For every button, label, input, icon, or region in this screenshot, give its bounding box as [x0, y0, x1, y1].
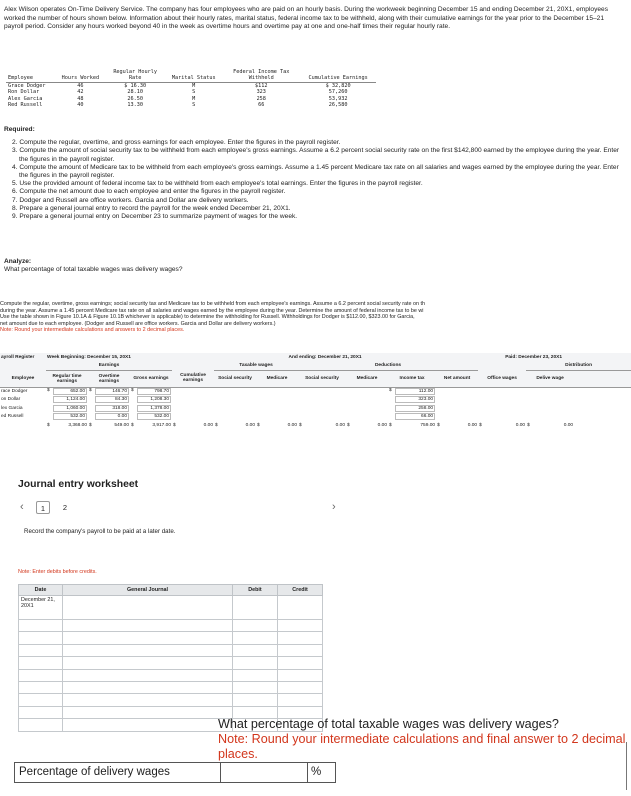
currency-symbol: $	[479, 422, 482, 428]
journal-date-cell	[19, 681, 63, 693]
analyze-label: Analyze:	[4, 258, 32, 265]
currency-symbol: $	[527, 422, 530, 428]
journal-debit-input[interactable]	[233, 669, 278, 681]
total-cell	[214, 421, 256, 430]
journal-account-input[interactable]	[63, 657, 233, 669]
register-value: ed Russell	[1, 414, 24, 420]
register-cell	[88, 413, 130, 422]
required-item: 4. Compute the amount of Medicare tax to be withheld from each employee's gross earnings. Assume a 1.45 percent Medicare tax rate on all salaries and wages earned by the employee during the year. Enter the figures in the payroll register.	[12, 163, 619, 180]
table-cell: Grace Dodger	[8, 82, 46, 89]
journal-pager	[18, 498, 342, 520]
journal-date-cell	[19, 719, 63, 731]
col-regular: Regular time earnings	[46, 370, 88, 387]
journal-credit-input[interactable]	[278, 669, 323, 681]
register-cell	[346, 413, 388, 422]
journal-credit-input[interactable]	[278, 681, 323, 693]
journal-credit-input[interactable]	[278, 596, 323, 620]
journal-row	[19, 596, 323, 620]
total-cell	[388, 421, 436, 430]
register-cell	[298, 413, 346, 422]
percentage-input[interactable]	[220, 762, 308, 783]
col-medicare: Medicare	[256, 370, 298, 387]
table-row	[6, 82, 376, 89]
col-ss: Social security	[214, 370, 256, 387]
col-delivery: Delive wage	[526, 370, 574, 387]
register-cell	[46, 413, 88, 422]
journal-row	[19, 644, 323, 656]
required-item: 3. Compute the amount of social security tax to be withheld from each employee's gross earnings. Assume a 6.2 percent social security rate on the first $142,800 earned by the employee during the year. Enter the figures in the payroll register.	[12, 147, 620, 163]
register-input[interactable]: 318.00	[95, 405, 129, 412]
register-cell	[46, 396, 88, 405]
table-cell: Ron Dollar	[8, 89, 40, 96]
currency-symbol: $	[389, 422, 392, 428]
col-income-tax: Income tax	[388, 370, 436, 387]
total-cell	[256, 421, 298, 430]
register-value: 0.00	[245, 422, 256, 428]
group-earnings: Earnings	[46, 362, 172, 371]
register-value: 0.00	[515, 422, 526, 428]
table-cell: 323	[256, 89, 266, 96]
journal-debit-input[interactable]	[233, 620, 278, 632]
register-value: 3,917.00	[152, 422, 171, 428]
journal-row	[19, 681, 323, 693]
table-cell: 13.30	[127, 102, 143, 109]
register-cell	[298, 404, 346, 413]
paid-date: Paid: December 23, 20X1	[436, 353, 631, 362]
register-row	[0, 413, 631, 422]
register-cell	[130, 413, 172, 422]
journal-credit-input[interactable]	[278, 694, 323, 706]
register-cell	[478, 413, 526, 422]
group-deductions: Deductions	[298, 362, 478, 371]
register-cell	[256, 404, 298, 413]
chevron-left-icon[interactable]: ‹	[20, 501, 24, 513]
instruction-line: net amount due to each employee. (Dodger and Russell are office workers. Garcia and Dollar are delivery workers.)	[0, 320, 276, 327]
register-cell	[172, 413, 214, 422]
table-cell: 66	[258, 102, 265, 109]
register-cell	[574, 387, 631, 396]
journal-row	[19, 694, 323, 706]
table-row	[6, 102, 376, 108]
currency-symbol: $	[173, 422, 176, 428]
register-cell	[256, 413, 298, 422]
register-cell	[388, 387, 436, 396]
register-value: 0.00	[467, 422, 478, 428]
required-label: Required:	[4, 126, 35, 133]
payroll-register	[0, 353, 631, 430]
gj-debit-header: Debit	[233, 585, 278, 596]
total-cell	[130, 421, 172, 430]
journal-credit-input[interactable]	[278, 632, 323, 644]
problem-intro: Alex Wilson operates On-Time Delivery Service. The company has four employees who are paid on an hourly basis. During the workweek beginning December 15 and ending December 21, 20X1, employees worked the number of hours shown below. Information about their hourly rates, marital status, federal income tax to be withheld, along with their cumulative earnings for the year prior to the December 15–21 payroll period. Consider any hours worked beyond 40 in the week as overtime hours and overtime pay at one and one-half times their regular hourly rate.	[4, 6, 609, 31]
journal-date-cell	[19, 694, 63, 706]
analyze-section	[4, 258, 183, 274]
table-cell: 48	[77, 95, 84, 102]
register-value: 0.00	[287, 422, 298, 428]
total-cell	[88, 421, 130, 430]
register-input[interactable]: 1,378.00	[137, 405, 171, 412]
journal-row	[19, 657, 323, 669]
journal-credit-input[interactable]	[278, 657, 323, 669]
register-value: 0.00	[377, 422, 388, 428]
register-input[interactable]: 84.30	[95, 396, 129, 403]
journal-date-cell	[19, 669, 63, 681]
register-row	[0, 387, 631, 396]
journal-account-input[interactable]	[63, 632, 233, 644]
total-cell	[298, 421, 346, 430]
instruction-note: Note: Round your intermediate calculations and answers to 2 decimal places.	[0, 327, 185, 334]
journal-title: Journal entry worksheet	[18, 479, 139, 490]
gj-date-header: Date	[19, 585, 63, 596]
table-cell: 28.10	[127, 89, 143, 96]
register-cell	[436, 404, 478, 413]
register-value: 549.00	[114, 422, 129, 428]
journal-instruction: Record the company's payroll to be paid at a later date.	[24, 528, 176, 535]
journal-credit-input[interactable]	[278, 620, 323, 632]
register-value: 3,368.00	[68, 422, 87, 428]
table-cell: 46	[77, 82, 84, 89]
journal-account-input[interactable]	[63, 694, 233, 706]
journal-account-input[interactable]	[63, 681, 233, 693]
col-office: Office wages	[478, 370, 526, 387]
table-cell: $ 16.30	[124, 82, 147, 89]
journal-account-input[interactable]	[63, 620, 233, 632]
currency-symbol: $	[47, 422, 50, 428]
required-list	[4, 139, 624, 221]
currency-symbol: $	[215, 422, 218, 428]
register-cell	[88, 404, 130, 413]
register-cell	[346, 387, 388, 396]
instruction-line: Compute the regular, overtime, gross earnings; social security tax and Medicare tax to be withheld from each employee's earnings. Assume a 6.2 percent social security rate on th	[0, 301, 426, 307]
journal-debit-input[interactable]	[233, 681, 278, 693]
register-cell	[88, 396, 130, 405]
table-cell: 26,580	[328, 102, 348, 109]
journal-row	[19, 620, 323, 632]
register-input[interactable]: 798.70	[137, 388, 171, 395]
journal-debit-input[interactable]	[233, 596, 278, 620]
total-cell	[478, 421, 526, 430]
table-cell: S	[192, 102, 196, 109]
week-ending: And ending: December 21, 20X1	[214, 353, 436, 362]
register-cell	[172, 387, 214, 396]
chevron-right-icon[interactable]: ›	[332, 501, 336, 513]
currency-symbol: $	[89, 422, 92, 428]
register-cell	[88, 387, 130, 396]
journal-date-cell	[19, 632, 63, 644]
register-cell	[388, 413, 436, 422]
required-item: 8. Prepare a general journal entry to record the payroll for the week ended December 21, 20X1.	[12, 204, 291, 212]
register-cell	[526, 404, 574, 413]
register-cell	[298, 387, 346, 396]
currency-symbol: $	[131, 422, 134, 428]
instruction-line: Use the table shown in Figure 10.1A & Figure 10.1B whichever is applicable) to determine the withholding for Russell. Withholdings for Dodger is $112.00, $323.00 for Garcia,	[0, 314, 415, 321]
col-gross: Gross earnings	[130, 370, 172, 387]
journal-debit-input[interactable]	[233, 632, 278, 644]
table-cell: 42	[77, 89, 84, 96]
journal-debit-input[interactable]	[233, 657, 278, 669]
employee-data-table	[6, 69, 376, 108]
question-text: What percentage of total taxable wages was delivery wages?	[218, 717, 559, 731]
journal-credit-input[interactable]	[278, 644, 323, 656]
journal-date-cell	[19, 620, 63, 632]
required-section	[4, 126, 624, 221]
register-value: on Dollar	[1, 397, 21, 403]
register-value: 0.00	[335, 422, 346, 428]
bottom-question	[218, 717, 628, 762]
register-row	[0, 404, 631, 413]
percentage-label: Percentage of delivery wages	[19, 766, 170, 778]
currency-symbol: $	[347, 422, 350, 428]
register-cell	[574, 413, 631, 422]
compute-instructions	[0, 301, 631, 334]
journal-date-cell: December 21, 20X1	[19, 596, 63, 620]
question-note: Note: Round your intermediate calculations and final answer to 2 decimal places.	[218, 732, 626, 761]
register-cell	[346, 404, 388, 413]
currency-symbol: $	[257, 422, 260, 428]
register-cell	[130, 387, 172, 396]
header-hours: Hours Worked	[56, 69, 106, 82]
analyze-text: What percentage of total taxable wages was delivery wages?	[4, 266, 183, 274]
register-cell	[214, 387, 256, 396]
table-cell: 40	[77, 102, 84, 109]
register-title: ayroll Register	[0, 353, 46, 362]
journal-date-cell	[19, 644, 63, 656]
col-ss-deduction: Social security	[298, 370, 346, 387]
register-input[interactable]: 652.00	[53, 388, 87, 395]
register-cell	[574, 421, 631, 430]
register-cell	[298, 396, 346, 405]
register-cell	[526, 396, 574, 405]
journal-note: Note: Enter debits before credits.	[18, 569, 97, 575]
general-journal-table	[18, 584, 323, 732]
register-cell	[172, 404, 214, 413]
table-cell: 26.50	[127, 95, 143, 102]
register-cell	[214, 404, 256, 413]
register-cell	[214, 413, 256, 422]
journal-account-input[interactable]	[63, 596, 233, 620]
register-value: race Dodger	[1, 389, 28, 394]
register-cell	[574, 396, 631, 405]
currency-symbol: $	[89, 388, 92, 393]
col-net: Net amount	[436, 370, 478, 387]
register-cell	[46, 404, 88, 413]
percentage-row	[14, 762, 336, 783]
register-cell	[172, 396, 214, 405]
journal-debit-input[interactable]	[233, 644, 278, 656]
journal-row	[19, 632, 323, 644]
header-status: Marital Status	[165, 69, 222, 82]
register-cell	[436, 387, 478, 396]
register-input[interactable]: 532.00	[53, 413, 87, 420]
table-cell: $112	[255, 82, 268, 89]
total-cell	[436, 421, 478, 430]
register-cell	[214, 396, 256, 405]
required-item: 2. Compute the regular, overtime, and gross earnings for each employee. Enter the figures in the payroll register.	[12, 139, 341, 147]
table-cell: 53,932	[328, 95, 348, 102]
register-value: 0.00	[203, 422, 214, 428]
table-cell: 258	[256, 95, 266, 102]
register-cell	[526, 413, 574, 422]
group-distribution: Distribution	[526, 362, 631, 371]
page-1[interactable]: 1	[36, 501, 50, 514]
table-cell: Red Russell	[8, 102, 43, 109]
register-cell	[478, 396, 526, 405]
percent-unit: %	[311, 766, 322, 778]
register-value: 0.00	[563, 422, 574, 428]
journal-account-input[interactable]	[63, 719, 233, 731]
employee-name	[0, 413, 46, 422]
register-cell	[256, 396, 298, 405]
table-cell: S	[192, 89, 196, 96]
register-input[interactable]: 258.00	[395, 405, 435, 412]
table-cell: M	[192, 95, 196, 102]
table-cell: 57,260	[328, 89, 348, 96]
required-item: 9. Prepare a general journal entry on December 23 to summarize payment of wages for the week.	[12, 213, 298, 221]
register-cell	[130, 404, 172, 413]
total-cell	[46, 421, 88, 430]
register-input[interactable]: 1,124.00	[53, 396, 87, 403]
col-medicare-deduction: Medicare	[346, 370, 388, 387]
journal-account-input[interactable]	[63, 669, 233, 681]
register-row	[0, 396, 631, 405]
currency-symbol: $	[47, 388, 50, 393]
register-input[interactable]: 66.00	[395, 413, 435, 420]
journal-date-cell	[19, 657, 63, 669]
journal-date-cell	[19, 706, 63, 718]
header-employee: Employee	[6, 69, 56, 82]
total-cell	[346, 421, 388, 430]
header-fit: Federal Income Tax Withheld	[222, 69, 300, 82]
register-cell	[256, 387, 298, 396]
col-cumulative: Cumulative earnings	[172, 370, 214, 387]
register-input[interactable]: 146.70	[95, 388, 129, 395]
col-overtime: Overtime earnings	[88, 370, 130, 387]
register-value: 759.00	[420, 422, 436, 428]
header-cumulative: Cumulative Earnings	[300, 69, 376, 82]
register-cell	[346, 396, 388, 405]
instruction-line: during the year. Assume a 1.45 percent Medicare tax rate on all salaries and wages earned by the employee during the year. Determine the amount of federal income tax to be wi	[0, 307, 424, 314]
header-rate: Regular Hourly Rate	[105, 69, 165, 82]
journal-row	[19, 669, 323, 681]
register-input[interactable]: 0.00	[95, 413, 129, 420]
required-item: 5. Use the provided amount of federal income tax to be withheld from each employee's total earnings. Enter the figures in the payroll register.	[12, 180, 423, 188]
gj-credit-header: Credit	[278, 585, 323, 596]
register-cell	[388, 404, 436, 413]
register-totals-row	[0, 421, 631, 430]
register-cell	[526, 387, 574, 396]
register-cell	[436, 396, 478, 405]
currency-symbol: $	[389, 388, 392, 393]
register-value: lex Garcia	[1, 405, 23, 411]
col-employee: Employee	[0, 370, 46, 387]
required-item: 7. Dodger and Russell are office workers. Garcia and Dollar are delivery workers.	[12, 196, 249, 204]
register-cell	[478, 387, 526, 396]
register-cell	[130, 396, 172, 405]
journal-account-input[interactable]	[63, 706, 233, 718]
table-cell: M	[192, 82, 196, 89]
total-cell	[172, 421, 214, 430]
total-cell	[526, 421, 574, 430]
required-item: 6. Compute the net amount due to each employee and enter the figures in the payroll register.	[12, 188, 286, 196]
journal-account-input[interactable]	[63, 644, 233, 656]
register-cell	[574, 404, 631, 413]
employee-name	[0, 404, 46, 413]
register-input[interactable]: 112.00	[395, 388, 435, 395]
register-cell	[0, 421, 46, 430]
register-input[interactable]: 1,060.00	[53, 405, 87, 412]
journal-debit-input[interactable]	[233, 694, 278, 706]
employee-name	[0, 387, 46, 396]
employee-name	[0, 396, 46, 405]
gj-account-header: General Journal	[63, 585, 233, 596]
register-input[interactable]: 323.00	[395, 396, 435, 403]
group-taxable: Taxable wages	[214, 362, 298, 371]
table-cell: $ 32,820	[325, 82, 351, 89]
register-cell	[436, 413, 478, 422]
currency-symbol: $	[437, 422, 440, 428]
page-2[interactable]: 2	[62, 503, 68, 512]
register-cell	[388, 396, 436, 405]
currency-symbol: $	[299, 422, 302, 428]
register-input[interactable]: 532.00	[137, 413, 171, 420]
scrollbar[interactable]	[626, 742, 631, 790]
register-cell	[478, 404, 526, 413]
table-cell: Alex Garcia	[8, 95, 43, 102]
week-beginning: Week Beginning: December 15, 20X1	[46, 353, 214, 362]
currency-symbol: $	[131, 388, 134, 393]
register-cell	[46, 387, 88, 396]
register-input[interactable]: 1,208.30	[137, 396, 171, 403]
